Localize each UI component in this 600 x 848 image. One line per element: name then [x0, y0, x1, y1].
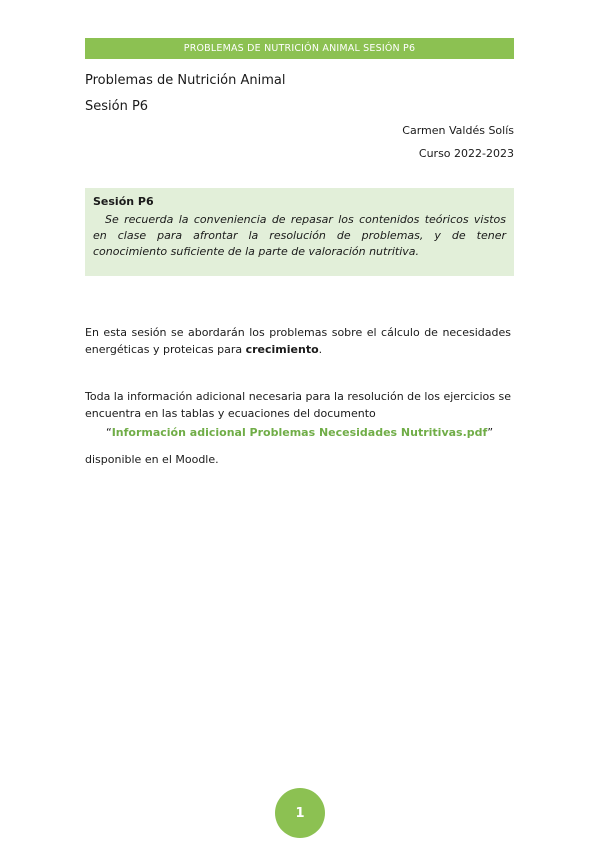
header-banner — [85, 38, 514, 59]
session-callout — [85, 188, 514, 276]
callout-text: Se recuerda la conveniencia de repasar los contenidos teóricos vistos en clase para afrontar la resolución de problemas, y de tener conocimiento suficiente de la parte de valoración nutritiva. — [93, 213, 506, 258]
header-banner-text: PROBLEMAS DE NUTRICIÓN ANIMAL SESIÓN P6 — [183, 43, 416, 54]
intro-paragraph — [85, 324, 511, 358]
page-number: 1 — [295, 805, 305, 821]
course-title: Problemas de Nutrición Animal — [85, 73, 286, 88]
academic-year: Curso 2022-2023 — [418, 147, 514, 160]
close-quote: ” — [487, 426, 494, 439]
document-link[interactable]: Información adicional Problemas Necesidades Nutritivas.pdf — [111, 426, 488, 439]
author-name: Carmen Valdés Solís — [402, 124, 514, 137]
page-number-badge — [275, 788, 325, 838]
intro-end: . — [318, 343, 323, 356]
callout-heading: Sesión P6 — [93, 195, 154, 208]
open-quote: “ — [105, 426, 112, 439]
intro-bold-word: crecimiento — [245, 343, 319, 356]
intro-text: En esta sesión se abordarán los problemas sobre el cálculo de necesidades energéticas y proteicas para — [85, 326, 511, 356]
session-title: Sesión P6 — [85, 99, 149, 114]
document-reference — [85, 426, 514, 439]
moodle-note: disponible en el Moodle. — [85, 453, 219, 466]
info-paragraph: Toda la información adicional necesaria para la resolución de los ejercicios se encuentra en las tablas y ecuaciones del documento — [85, 390, 511, 420]
